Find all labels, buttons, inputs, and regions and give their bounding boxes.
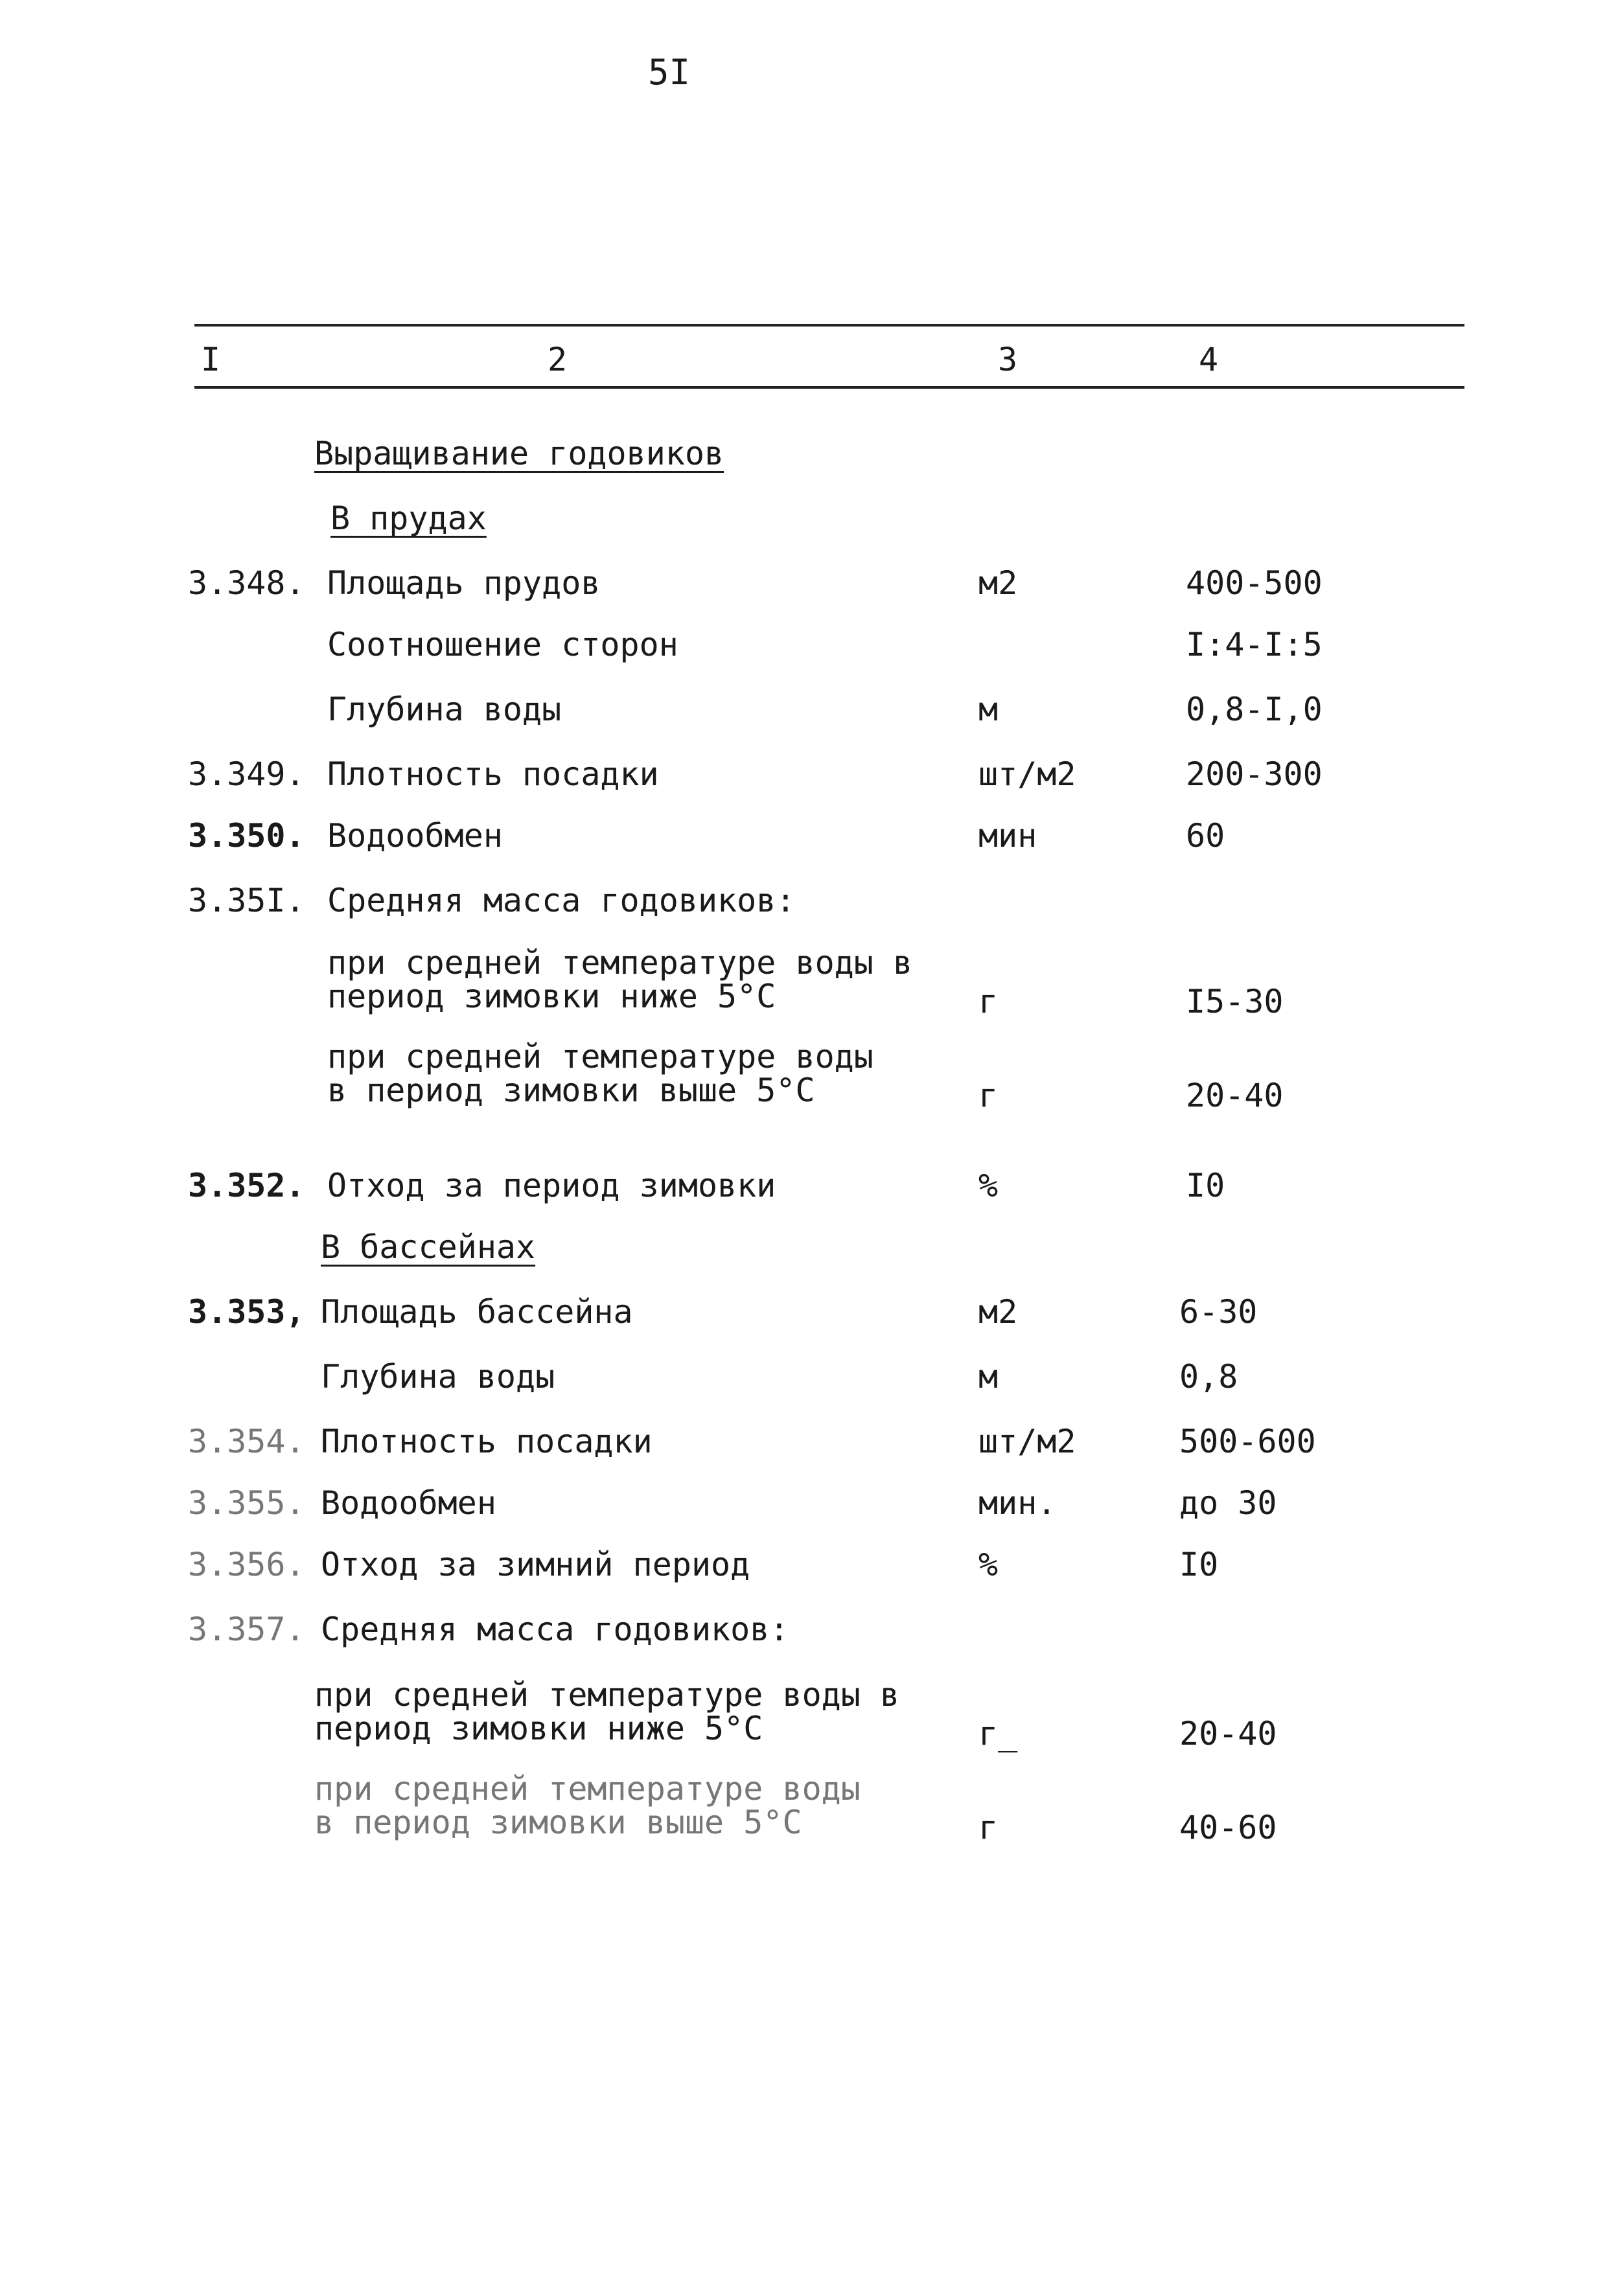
item-value: 60 <box>1186 817 1225 855</box>
item-value: I:4-I:5 <box>1186 626 1323 663</box>
item-unit: мин <box>978 817 1037 855</box>
item-unit: м2 <box>978 564 1018 602</box>
item-name: Водообмен <box>327 817 503 855</box>
item-name: Плотность посадки <box>321 1423 653 1460</box>
item-value: I5-30 <box>1186 983 1284 1020</box>
item-unit: шт/м2 <box>978 755 1076 793</box>
item-name: Средняя масса годовиков: <box>327 882 796 919</box>
item-name: Площадь прудов <box>327 564 601 602</box>
table-row <box>0 625 1607 683</box>
item-value: 6-30 <box>1179 1293 1258 1331</box>
item-name: при средней температуре воды в период зимовки выше 5°С <box>314 1770 861 1841</box>
table-row <box>0 1038 1607 1114</box>
item-unit: мин. <box>978 1484 1057 1522</box>
column-header-4: 4 <box>1199 341 1219 378</box>
table-row <box>0 1292 1607 1351</box>
table-row <box>0 1610 1607 1668</box>
table-row <box>0 816 1607 875</box>
item-unit: м <box>978 691 999 728</box>
item-unit: м2 <box>978 1293 1018 1331</box>
item-number: 3.35I. <box>188 882 305 919</box>
item-name: Водообмен <box>321 1484 496 1522</box>
table-row <box>0 1357 1607 1416</box>
item-name: Глубина воды <box>321 1358 555 1395</box>
table-row <box>0 944 1607 1020</box>
item-name: Соотношение сторон <box>327 626 678 663</box>
table-row <box>0 755 1607 813</box>
table-row <box>0 881 1607 939</box>
table-row <box>0 1422 1607 1480</box>
table-row <box>0 1484 1607 1542</box>
page-number: 5I <box>648 52 691 93</box>
item-name: Отход за зимний период <box>321 1546 750 1583</box>
item-number: 3.354. <box>188 1423 305 1460</box>
item-value: 400-500 <box>1186 564 1323 602</box>
item-unit: г_ <box>978 1715 1018 1752</box>
item-unit: м <box>978 1358 999 1395</box>
table-row <box>0 1545 1607 1603</box>
item-number: 3.357. <box>188 1611 305 1648</box>
subsection-pools: В бассейнах <box>321 1228 536 1266</box>
item-number: 3.352. <box>188 1167 305 1204</box>
table-row <box>0 564 1607 622</box>
section-title: Выращивание годовиков <box>314 435 724 472</box>
item-number: 3.355. <box>188 1484 305 1522</box>
item-unit: г <box>978 983 999 1020</box>
item-name: Глубина воды <box>327 691 562 728</box>
item-name: Отход за период зимовки <box>327 1167 776 1204</box>
table-header-rule <box>194 386 1464 389</box>
column-header-3: 3 <box>998 341 1018 378</box>
table-top-rule <box>194 324 1464 327</box>
column-header-2: 2 <box>548 341 568 378</box>
item-number: 3.356. <box>188 1546 305 1583</box>
table-row <box>0 1676 1607 1752</box>
item-number: 3.348. <box>188 564 305 602</box>
item-value: 0,8-I,0 <box>1186 691 1323 728</box>
item-value: 500-600 <box>1179 1423 1316 1460</box>
table-row <box>0 690 1607 748</box>
item-name: Площадь бассейна <box>321 1293 633 1331</box>
item-name: Плотность посадки <box>327 755 659 793</box>
item-unit: г <box>978 1809 999 1846</box>
item-name: при средней температуре воды в период зимовки выше 5°С <box>327 1038 873 1109</box>
item-unit: г <box>978 1077 999 1114</box>
column-header-1: I <box>201 341 221 378</box>
item-value: 20-40 <box>1186 1077 1284 1114</box>
item-number: 3.349. <box>188 755 305 793</box>
item-value: I0 <box>1186 1167 1225 1204</box>
item-name: Средняя масса годовиков: <box>321 1611 789 1648</box>
item-value: I0 <box>1179 1546 1219 1583</box>
table-row <box>0 1166 1607 1224</box>
item-value: 40-60 <box>1179 1809 1277 1846</box>
item-number: 3.350. <box>188 817 305 855</box>
item-unit: шт/м2 <box>978 1423 1076 1460</box>
item-number: 3.353, <box>188 1293 305 1331</box>
item-value: до 30 <box>1179 1484 1277 1522</box>
item-value: 200-300 <box>1186 755 1323 793</box>
item-name: при средней температуре воды в период зимовки ниже 5°С <box>327 944 913 1015</box>
item-value: 0,8 <box>1179 1358 1238 1395</box>
table-row <box>0 1770 1607 1846</box>
subsection-ponds: В прудах <box>330 499 487 537</box>
item-name: при средней температуре воды в период зимовки ниже 5°С <box>314 1676 900 1747</box>
item-value: 20-40 <box>1179 1715 1277 1752</box>
item-unit: % <box>978 1167 999 1204</box>
item-unit: % <box>978 1546 999 1583</box>
